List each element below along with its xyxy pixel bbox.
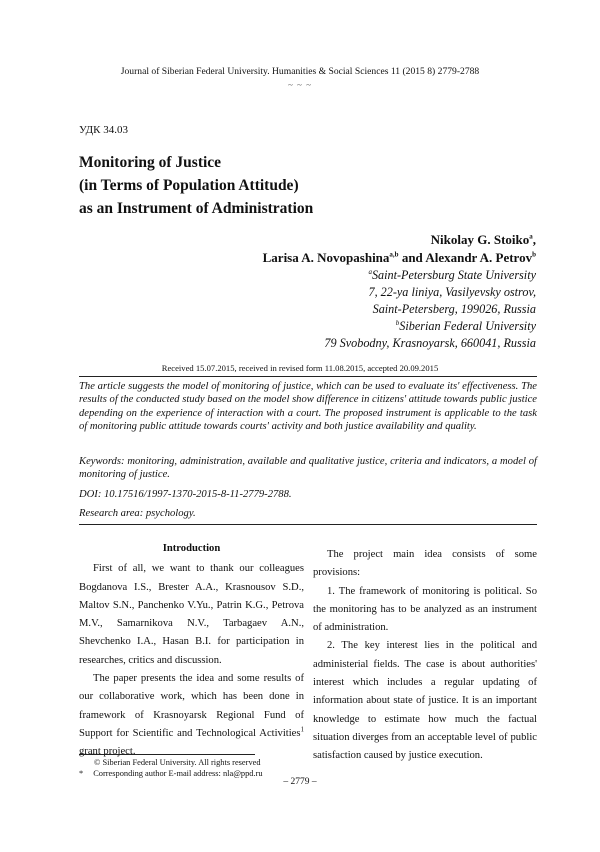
udk-code: УДК 34.03 [79,124,129,136]
page-number: – 2779 – [283,777,317,787]
journal-header: Journal of Siberian Federal University. Humanities & Social Sciences 11 (2015 8) 2779-2788 [120,66,480,77]
affiliations [324,267,536,352]
section-heading: Introduction [162,543,221,554]
author-list [263,231,536,267]
footnote-ref: 1 [300,725,304,734]
author-2: Larisa A. Novopashina [262,250,390,265]
title-line-1: Monitoring of Justice [79,154,222,171]
affil-a-sup: a [368,267,372,276]
rule-bottom [79,524,537,525]
header-ornament: ~ ~ ~ [287,80,313,90]
provision-2: 2. The key interest lies in the political and administerial fields. The case is about authorities' interest which includes a regular updating of information about state of justice. It is an important knowledge to estimate how much the factual situation diverges from an acceptable level of public satisfaction caused by justice execution. [313,640,537,762]
intro-para-2-text: The paper presents the idea and some results of our collaborative work, which has been done in framework of Krasnoyarsk Regional Fund of Support for Scientific and Technological Activities [79,673,304,739]
article-title [79,151,313,220]
affil-a-addr2: Saint-Petersberg, 199026, Russia [372,302,536,316]
author-comma: , [532,232,536,247]
left-column [79,540,304,762]
intro-para-2 [79,670,304,761]
author-connector: and [398,250,426,265]
provision-1: 1. The framework of monitoring is political. So the monitoring has to be analyzed as an instrument of administration. [313,585,537,634]
rule-top [79,376,537,377]
affil-b-addr: 79 Svobodny, Krasnoyarsk, 660041, Russia [324,336,536,350]
right-column [313,546,537,766]
research-area: Research area: psychology. [79,508,196,519]
footnote-star: * [79,769,84,778]
affil-a-addr1: 7, 22-ya liniya, Vasilyevsky ostrov, [368,285,536,299]
author-3: Alexandr A. Petrov [425,250,533,265]
footnote-rule [79,754,255,755]
author-2-sup: a,b [389,250,399,259]
affil-b-sup: b [395,318,400,327]
intro-para-2-end: grant project. [79,746,136,758]
keywords: Keywords: monitoring, administration, available and qualitative justice, criteria and indicators, a model of monitoring of justice. [79,456,537,481]
abstract: The article suggests the model of monitoring of justice, which can be used to evaluate its' effectiveness. The results of the conducted study based on the model show difference in citizens' attitude towards public justice depending on the experience of interaction with a court. The proposed instrument is applicable to the task of monitoring public attitude towards courts' activity and both justice availability and quality. [79,381,537,433]
title-line-3: as an Instrument of Administration [79,200,314,217]
affil-a-name: Saint-Petersburg State University [371,268,536,282]
author-3-sup: b [532,250,536,259]
intro-para-1: First of all, we want to thank our colleagues Bogdanova I.S., Brester A.A., Krasnousov S.D., Maltov S.N., Panchenko V.Yu., Patrin K.G., Petrova M.V., Samarnikova N.V., Tarbagaev A.N., Shevchenko I.A., Hasan B.I. for participation in researches, critics and discussion. [79,563,304,666]
doi: DOI: 10.17516/1997-1370-2015-8-11-2779-2788. [79,489,292,500]
title-line-2: (in Terms of Population Attitude) [79,177,299,194]
author-1: Nikolay G. Stoiko [430,232,530,247]
corresponding-text: Corresponding author E-mail address: nla@ppd.ru [93,769,263,778]
received-dates: Received 15.07.2015, received in revised form 11.08.2015, accepted 20.09.2015 [161,363,439,373]
affil-b-name: Siberian Federal University [399,319,536,333]
provisions-intro: The project main idea consists of some provisions: [313,549,537,579]
copyright-note: © Siberian Federal University. All rights reserved [94,758,261,767]
author-1-sup: a [529,232,533,241]
